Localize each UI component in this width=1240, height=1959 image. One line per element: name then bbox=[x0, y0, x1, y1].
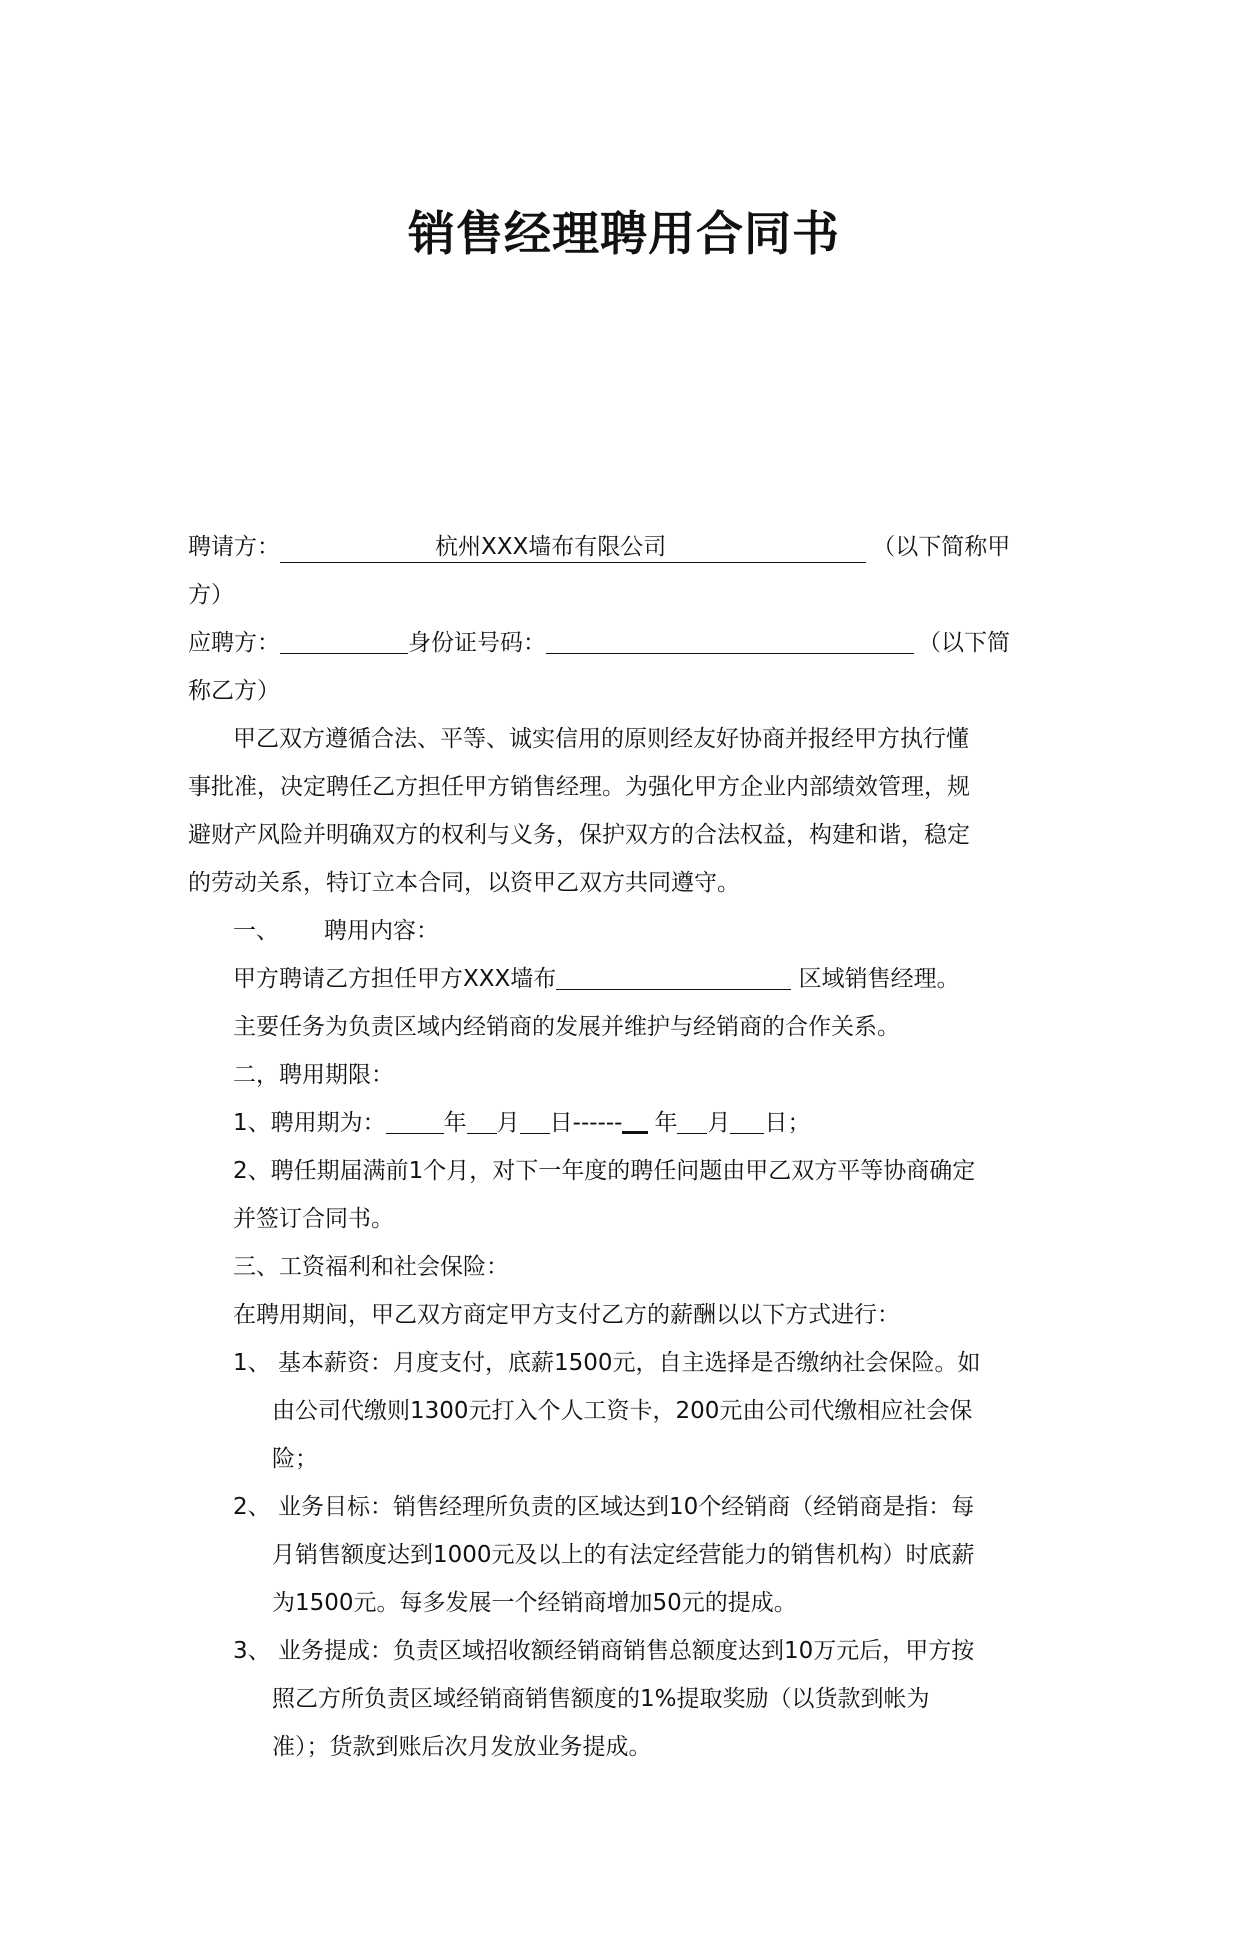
id-number-blank bbox=[546, 623, 914, 654]
item-number: 3、 bbox=[233, 1638, 271, 1664]
section-3-lead: 在聘用期间，甲乙双方商定甲方支付乙方的薪酬以以下方式进行： bbox=[233, 1302, 900, 1328]
intro-line: 的劳动关系，特订立本合同，以资甲乙双方共同遵守。 bbox=[188, 870, 740, 896]
salary-item-3 bbox=[188, 1627, 1060, 1675]
salary-item-2 bbox=[188, 1483, 1060, 1531]
document-title: 销售经理聘用合同书 bbox=[408, 207, 840, 262]
party-a-line-2: 方） bbox=[188, 582, 234, 608]
section-3-heading: 三、工资福利和社会保险： bbox=[233, 1254, 509, 1280]
region-blank bbox=[556, 959, 791, 990]
salary-item-3-cont: 准）；货款到账后次月发放业务提成。 bbox=[272, 1734, 652, 1760]
item-text: 业务提成：负责区域招收额经销商销售总额度达到10万元后，甲方按 bbox=[278, 1638, 975, 1664]
salary-item-3-cont: 照乙方所负责区域经销商销售额度的1%提取奖励（以货款到帐为 bbox=[272, 1686, 930, 1712]
intro-line: 事批准，决定聘任乙方担任甲方销售经理。为强化甲方企业内部绩效管理，规 bbox=[188, 774, 970, 800]
salary-item-1-cont: 由公司代缴则1300元打入个人工资卡，200元由公司代缴相应社会保 bbox=[272, 1398, 973, 1424]
term-label: 1、聘用期为： bbox=[233, 1110, 386, 1136]
section-1-title: 聘用内容： bbox=[324, 918, 439, 944]
start-year-blank bbox=[386, 1103, 444, 1134]
party-a-name: 杭州XXX墙布有限公司 bbox=[435, 534, 667, 560]
month-label: 月 bbox=[707, 1110, 731, 1136]
item-number: 2、 bbox=[233, 1494, 271, 1520]
party-b-line bbox=[188, 619, 1060, 667]
item-text: 基本薪资：月度支付，底薪1500元，自主选择是否缴纳社会保险。如 bbox=[278, 1350, 981, 1376]
salary-item-1 bbox=[188, 1339, 1060, 1387]
item-text: 业务目标：销售经理所负责的区域达到10个经销商（经销商是指：每 bbox=[278, 1494, 975, 1520]
party-a-label: 聘请方： bbox=[188, 534, 280, 560]
salary-item-1-cont: 险； bbox=[272, 1446, 318, 1472]
salary-item-2-cont: 月销售额度达到1000元及以上的有法定经营能力的销售机构）时底薪 bbox=[272, 1542, 975, 1568]
section-1-line-1 bbox=[188, 955, 1060, 1003]
end-year-blank bbox=[622, 1101, 648, 1134]
party-a-name-field bbox=[280, 532, 866, 563]
id-number-label: 身份证号码： bbox=[408, 630, 546, 656]
section-1-line-1-prefix: 甲方聘请乙方担任甲方XXX墙布 bbox=[233, 966, 557, 992]
section-1-heading bbox=[188, 907, 1060, 955]
contract-body bbox=[188, 523, 1060, 1771]
intro-line: 避财产风险并明确双方的权利与义务，保护双方的合法权益，构建和谐，稳定 bbox=[188, 822, 970, 848]
end-day-blank bbox=[730, 1103, 764, 1134]
day-label: 日------ bbox=[549, 1110, 623, 1136]
section-2-item-2-cont: 并签订合同书。 bbox=[233, 1206, 394, 1232]
month-label: 月 bbox=[496, 1110, 520, 1136]
section-2-item-2: 2、聘任期届满前1个月，对下一年度的聘任问题由甲乙双方平等协商确定 bbox=[233, 1158, 976, 1184]
contract-page bbox=[0, 205, 1240, 1959]
party-b-name-blank bbox=[280, 623, 408, 654]
start-month-blank bbox=[467, 1103, 497, 1134]
party-b-line-2: 称乙方） bbox=[188, 678, 280, 704]
party-b-suffix: （以下简 bbox=[918, 630, 1010, 656]
section-2-item-1 bbox=[188, 1099, 1060, 1147]
end-month-blank bbox=[677, 1103, 707, 1134]
day-end-label: 日； bbox=[764, 1110, 811, 1136]
year-label: 年 bbox=[443, 1110, 467, 1136]
party-a-suffix: （以下简称甲 bbox=[872, 534, 1011, 560]
section-1-line-2: 主要任务为负责区域内经销商的发展并维护与经销商的合作关系。 bbox=[233, 1014, 900, 1040]
section-1-number: 一、 bbox=[233, 918, 279, 944]
item-number: 1、 bbox=[233, 1350, 271, 1376]
start-day-blank bbox=[520, 1103, 550, 1134]
salary-item-2-cont: 为1500元。每多发展一个经销商增加50元的提成。 bbox=[272, 1590, 797, 1616]
section-1-line-1-suffix: 区域销售经理。 bbox=[791, 966, 960, 992]
year-label: 年 bbox=[654, 1110, 678, 1136]
party-a-line bbox=[188, 523, 1060, 571]
party-b-label: 应聘方： bbox=[188, 630, 280, 656]
intro-line: 甲乙双方遵循合法、平等、诚实信用的原则经友好协商并报经甲方执行懂 bbox=[233, 726, 969, 752]
section-2-heading: 二，聘用期限： bbox=[233, 1062, 394, 1088]
